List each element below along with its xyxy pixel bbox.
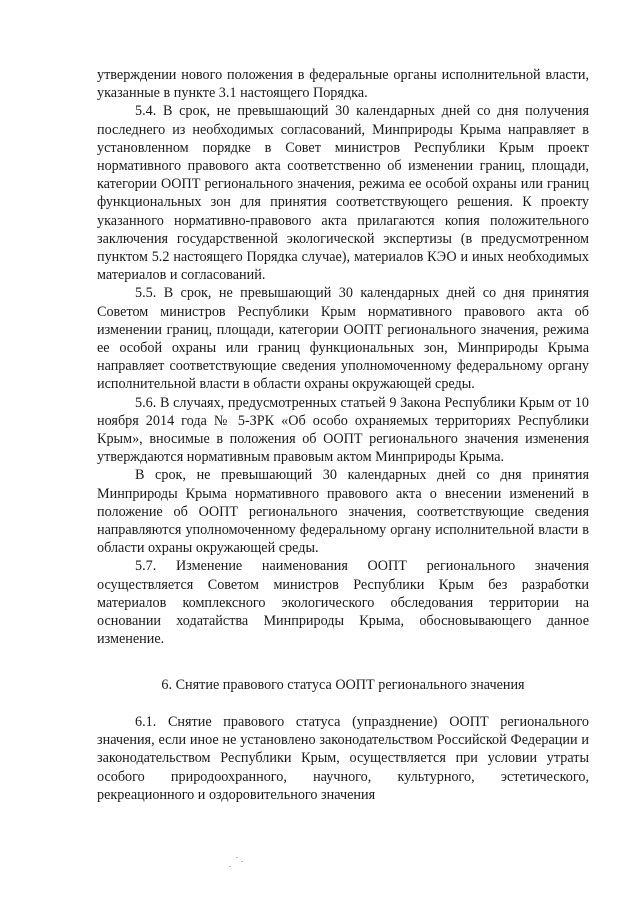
paragraph-6-1: 6.1. Снятие правового статуса (упразднение) ООПТ регионального значения, если иное не установлено законодательством Российской Федерации и законодательством Республики Крым, осуществляется при условии утраты особого природоохранного, научного, культурного, эстетического, рекреационного и оздоровительного значения	[97, 714, 589, 803]
paragraph-5-5: 5.5. В срок, не превышающий 30 календарных дней со дня принятия Советом министров Республики Крым нормативного правового акта об изменении границ, площади, категории ООПТ регионального значения, режима ее особой охраны или границ функциональных зон, Минприроды Крыма направляет соответствующие сведения уполномоченному федеральному органу исполнительной власти в области охраны окружающей среды.	[97, 285, 589, 393]
paragraph-intro: утверждении нового положения в федеральные органы исполнительной власти, указанные в пункте 3.1 настоящего Порядка.	[97, 67, 589, 102]
paragraph-5-6: 5.6. В случаях, предусмотренных статьей 9 Закона Республики Крым от 10 ноября 2014 года № 5-ЗРК «Об особо охраняемых территориях Республики Крым», вносимые в положения об ООПТ регионального значения изменения утверждаются нормативным правовым актом Минприроды Крыма.	[97, 394, 589, 466]
paragraph-5-7: 5.7. Изменение наименования ООПТ регионального значения осуществляется Советом министров Республики Крым без разработки материалов комплексного экологического обследования территории на основании ходатайства Минприроды Крыма, обосновывающего данное изменение.	[97, 558, 589, 648]
scan-speck	[229, 866, 231, 867]
section-body	[97, 713, 589, 804]
paragraph-5-4: 5.4. В срок, не превышающий 30 календарных дней со дня получения последнего из необходимых согласований, Минприроды Крыма направляет в установленном порядке в Совет министров Республики Крым проект нормативного правового акта соответственно об изменении границ, площади, категории ООПТ регионального значения, режима ее особой охраны или границ функциональных зон для принятия соответствующего решения. К проекту указанного нормативно-правового акта прилагаются копия положительного заключения государственной экологической экспертизы (в предусмотренном пунктом 5.2 настоящего Порядка случае), материалов КЭО и иных необходимых материалов и согласований.	[97, 103, 589, 284]
section-heading: 6. Снятие правового статуса ООПТ регионального значения	[161, 677, 525, 693]
scan-speck	[241, 861, 243, 862]
paragraph-5-6-continuation: В срок, не превышающий 30 календарных дней со дня принятия Минприроды Крыма нормативного правового акта о внесении изменений в положение об ООПТ регионального значения, соответствующие сведения направляются уполномоченному федеральному органу исполнительной власти в области охраны окружающей среды.	[97, 467, 589, 557]
scan-speck	[236, 857, 238, 858]
document-body	[97, 66, 589, 649]
